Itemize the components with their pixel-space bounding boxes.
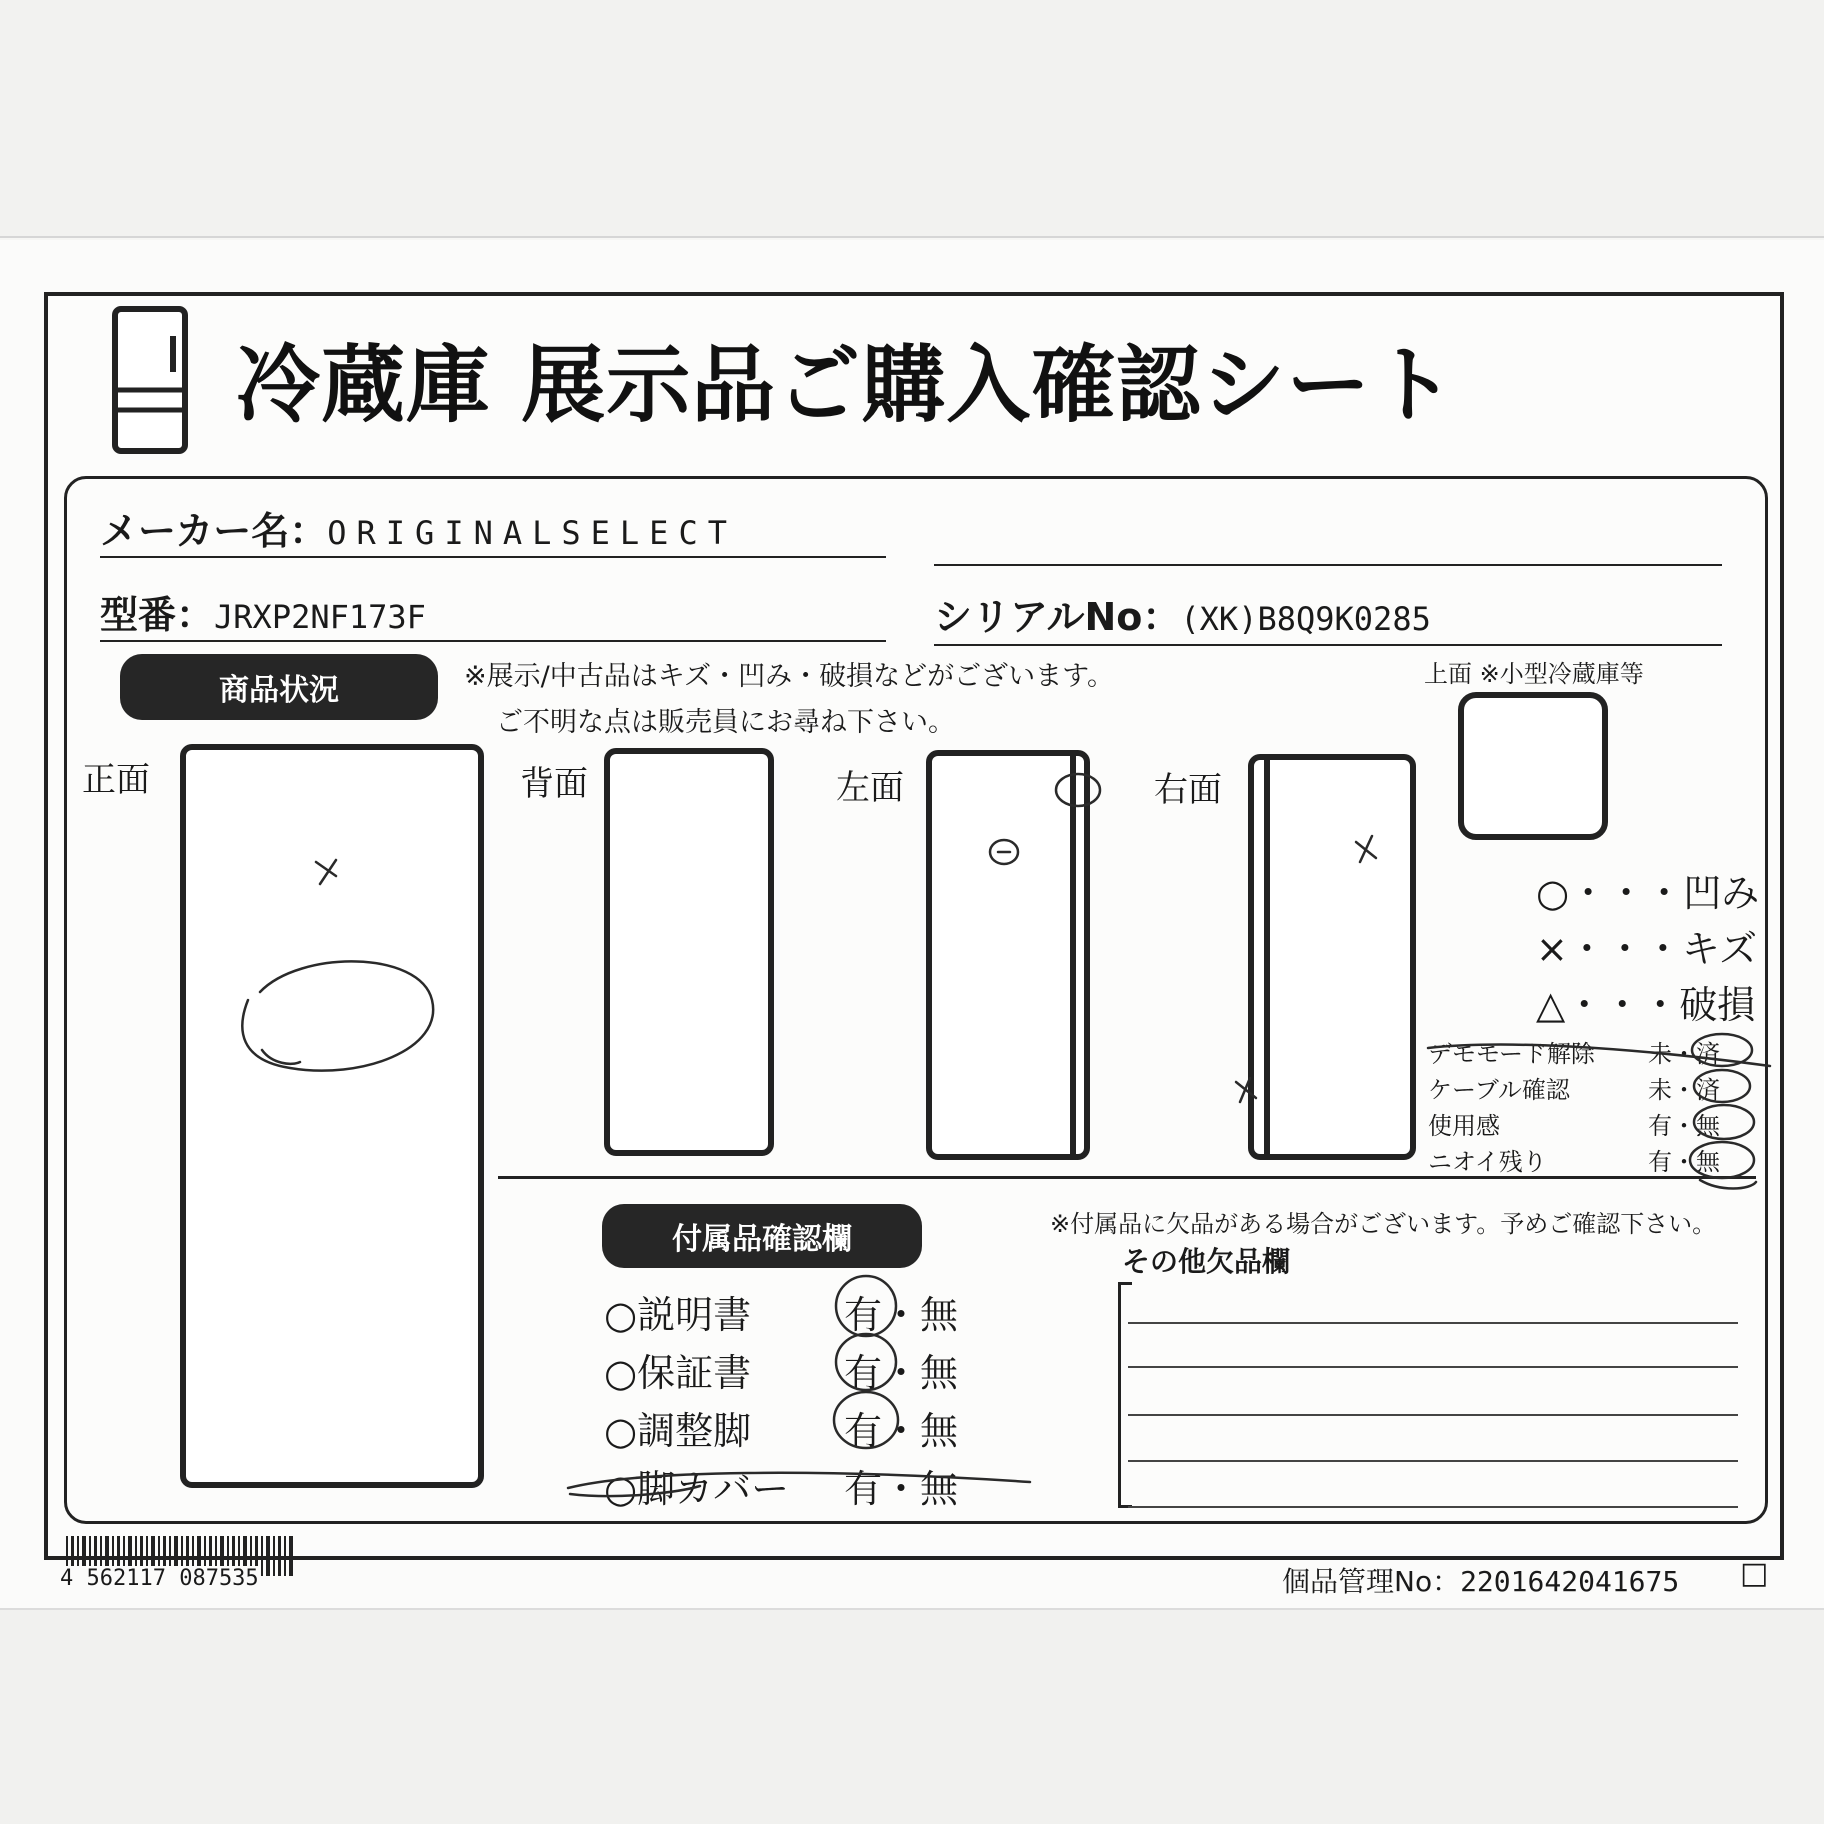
accessory-row-foot-cover: ○脚カバー 有 ・ 無 <box>604 1467 959 1511</box>
accessories-list <box>604 1284 958 1516</box>
condition-heading: 商品状況 <box>120 654 438 720</box>
left-face-box <box>926 750 1090 1160</box>
legend <box>1536 862 1759 1030</box>
blank-line <box>1128 1322 1738 1324</box>
blank-line <box>1128 1366 1738 1368</box>
control-number-value: 2201642041675 <box>1460 1565 1680 1598</box>
section-divider <box>498 1176 1756 1179</box>
model-value: JRXP2NF173F <box>214 598 426 636</box>
accessory-row-manual: ○説明書 有 ・ 無 <box>604 1293 959 1337</box>
legend-item: ○・・・凹み <box>1536 871 1760 915</box>
blank-line <box>1128 1506 1738 1508</box>
serial-label: シリアルNo： <box>934 595 1181 639</box>
right-face-label: 右面 <box>1154 770 1222 810</box>
check-row-odor: ニオイ残り 有 ・ 無 <box>1428 1148 1720 1176</box>
condition-note-line2: ご不明な点は販売員にお尋ね下さい。 <box>496 707 955 738</box>
blank-line <box>1128 1414 1738 1416</box>
control-number <box>1282 1560 1679 1600</box>
maker-value: ORIGINALSELECT <box>327 514 737 552</box>
legend-item: ×・・・キズ <box>1536 927 1758 971</box>
serial-value: (XK)B8Q9K0285 <box>1180 600 1431 638</box>
scan-background-bottom <box>0 1608 1824 1824</box>
condition-note-line1: ※展示/中古品はキズ・凹み・破損などがございます。 <box>464 661 1115 692</box>
top-face-label: 上面 ※小型冷蔵庫等 <box>1424 660 1644 688</box>
front-face-label: 正面 <box>82 760 150 800</box>
check-row-cable: ケーブル確認 未 ・ 済 <box>1428 1076 1720 1104</box>
model-field <box>100 584 886 642</box>
serial-field <box>934 586 1722 646</box>
legend-item: △・・・破損 <box>1536 983 1756 1027</box>
blank-field-top-right <box>934 500 1722 566</box>
back-face-box <box>604 748 774 1156</box>
back-face-label: 背面 <box>520 764 588 804</box>
other-missing-bracket <box>1118 1282 1132 1508</box>
other-missing-label: その他欠品欄 <box>1122 1245 1291 1278</box>
page-title: 冷蔵庫 展示品ご購入確認シート <box>236 336 1457 434</box>
barcode-digits: 4 562117 087535 <box>60 1566 259 1591</box>
blank-line <box>1128 1460 1738 1462</box>
check-row-wear: 使用感 有 ・ 無 <box>1428 1112 1720 1140</box>
accessories-heading: 付属品確認欄 <box>602 1204 922 1268</box>
left-face-label: 左面 <box>836 768 904 808</box>
accessory-row-adjuster-feet: ○調整脚 有 ・ 無 <box>604 1409 959 1453</box>
inspection-checklist <box>1428 1034 1748 1178</box>
right-face-box <box>1248 754 1416 1160</box>
accessories-note: ※付属品に欠品がある場合がございます。予めご確認下さい。 <box>1050 1210 1717 1238</box>
scan-background-top <box>0 0 1824 238</box>
accessory-row-warranty: ○保証書 有 ・ 無 <box>604 1351 959 1395</box>
maker-label: メーカー名： <box>100 509 328 553</box>
control-checkbox[interactable]: □ <box>1740 1556 1769 1591</box>
check-row-demo-mode: デモモード解除 未 ・ 済 <box>1428 1040 1720 1068</box>
left-face-edge <box>1070 756 1076 1154</box>
top-face-box <box>1458 692 1608 840</box>
maker-field <box>100 500 886 558</box>
model-label: 型番： <box>100 593 215 637</box>
front-face-box <box>180 744 484 1488</box>
fridge-icon <box>112 306 188 454</box>
control-number-label: 個品管理No： <box>1282 1565 1461 1598</box>
right-face-edge <box>1264 760 1270 1154</box>
